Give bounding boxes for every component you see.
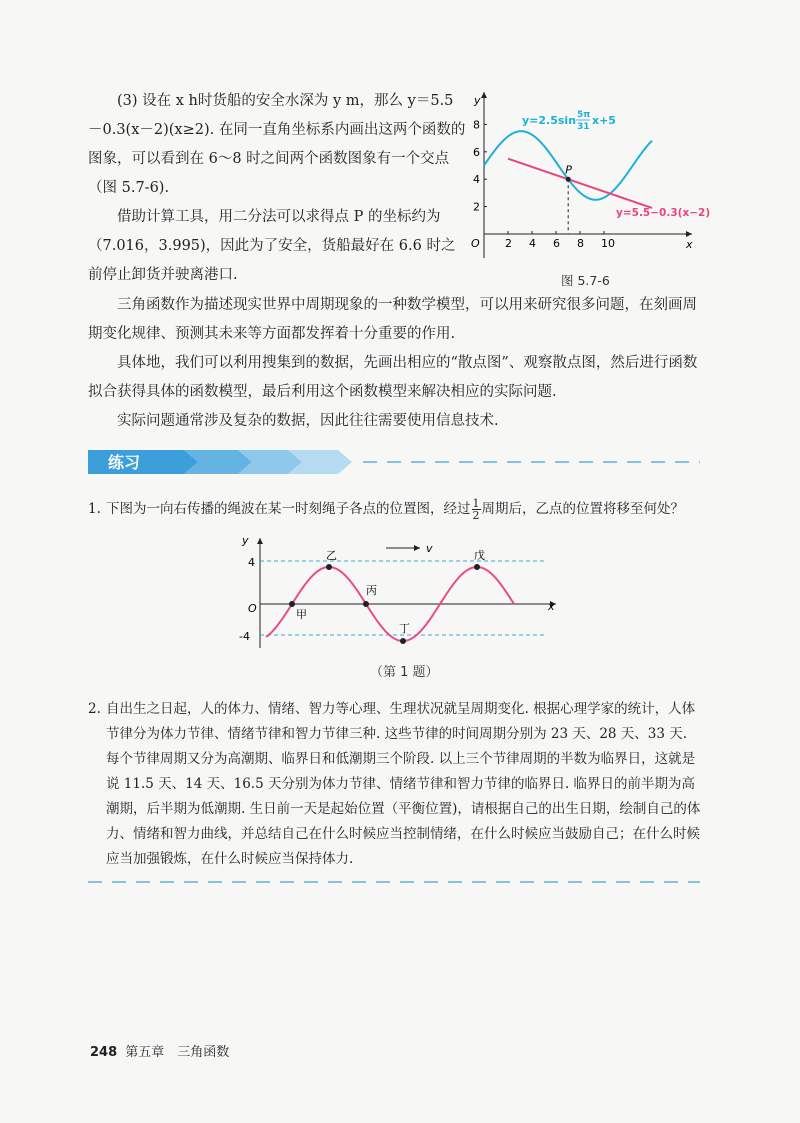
figure-caption: 图 5.7-6 [561, 273, 610, 288]
wave-tick-top: 4 [248, 556, 255, 569]
paragraph-info-tech: 实际问题通常涉及复杂的数据，因此往往需要使用信息技术. [117, 413, 499, 429]
fraction-denominator: 2 [472, 509, 480, 522]
wave-point-5 [474, 564, 480, 570]
y-tick-6: 6 [473, 145, 480, 159]
question-2 [88, 697, 702, 872]
x-tick-6: 6 [553, 237, 560, 250]
exercise-end-dashed-rule [88, 880, 708, 884]
paragraph-part-3: (3) 设在 x h时货船的安全水深为 y m，那么 y＝5.5－0.3(x－2)(x≥2). 在同一直角坐标系内画出这两个函数的图象，可以看到在 6～8 时之间两个函数图象有一个交点（图 5.7-6). [88, 93, 466, 196]
paragraph-bisection: 借助计算工具，用二分法可以求得点 P 的坐标约为（7.016，3.995)，因此为了安全，货船最好在 6.6 时之前停止卸货并驶离港口. [88, 209, 456, 283]
rope-wave-figure [228, 532, 568, 652]
wave-point-label-1: 甲 [296, 608, 307, 621]
wave-point-label-5: 戊 [474, 549, 485, 562]
question-2-text: 自出生之日起，人的体力、情绪、智力等心理、生理状况就呈周期变化. 根据心理学家的统计，人体节律分为体力节律、情绪节律和智力节律三种. 这些节律的时间周期分别为 23 天、28 天、33 天. 每个节律周期又分为高潮期、临界日和低潮期三个阶段. 以上三个节律周期的半数为临界日，这就是说 11.5 天、14 天、16.5 天分别为体力节律、情绪节律和智力节律的临界日. 临界日的前半期为高潮期，后半期为低潮期. 生日前一天是起始位置（平衡位置)，请根据自己的出生日期，绘制自己的体力、情绪和智力曲线，并总结自己在什么时候应当控制情绪，在什么时候应当鼓励自己；在什么时候应当加强锻炼，在什么时候应当保持体力. [106, 701, 701, 867]
curve-line [508, 159, 652, 208]
chapter-title: 第五章 三角函数 [125, 1045, 230, 1060]
wave-point-2 [326, 564, 332, 570]
wave-tick-bottom: -4 [239, 630, 250, 643]
wave-point-label-4: 丁 [399, 622, 410, 635]
wave-point-1 [289, 601, 295, 607]
exercise-header [88, 450, 708, 474]
curve1-label-prefix: y=2.5sin [522, 114, 577, 127]
wave-point-label-2: 乙 [326, 549, 337, 562]
fraction-numerator: 1 [472, 497, 480, 510]
x-tick-8: 8 [577, 237, 584, 250]
y-tick-2: 2 [473, 200, 480, 214]
figure-5-7-6 [470, 86, 710, 266]
x-tick-4: 4 [529, 237, 536, 250]
exercise-title: 练习 [108, 453, 141, 472]
wave-point-3 [363, 601, 369, 607]
y-axis-label: y [474, 94, 481, 107]
x-tick-10: 10 [601, 237, 615, 250]
page-number: 248 [90, 1045, 118, 1060]
question-2-number: 2. [88, 701, 101, 717]
intersection-point [566, 177, 571, 182]
wave-x-label: x [548, 600, 555, 613]
curve1-frac-den: 31 [577, 122, 590, 132]
curve1-label [522, 114, 576, 127]
question-1-text-a: 下图为一向右传播的绳波在某一时刻绳子各点的位置图，经过 [106, 501, 471, 517]
curve1-label-suffix: x+5 [592, 114, 616, 127]
curve2-label: y=5.5−0.3(x−2) [616, 207, 710, 219]
y-tick-4: 4 [473, 173, 480, 187]
question-1-number: 1. [88, 501, 101, 517]
wave-point-4 [400, 638, 406, 644]
origin-label: O [471, 237, 480, 250]
question-1-text-b: 周期后，乙点的位置将移至何处？ [481, 501, 684, 517]
paragraph-trig-model: 三角函数作为描述现实世界中周期现象的一种数学模型，可以用来研究很多问题，在刻画周期变化规律、预测其未来等方面都发挥着十分重要的作用. [88, 297, 697, 342]
x-axis-label: x [686, 238, 693, 251]
paragraph-fitting: 具体地，我们可以利用搜集到的数据，先画出相应的“散点图”、观察散点图，然后进行函数拟合获得具体的函数模型，最后利用这个函数模型来解决相应的实际问题. [88, 355, 698, 400]
page-footer [90, 1041, 229, 1060]
wave-point-label-3: 丙 [366, 584, 377, 597]
velocity-label: v [426, 542, 433, 555]
half-fraction [472, 498, 481, 521]
curve1-frac-num: 5π [577, 110, 591, 120]
wave-y-label: y [242, 534, 249, 547]
point-P-label: P [565, 163, 572, 177]
question-1-caption: （第 1 题） [370, 665, 439, 680]
wave-origin-label: O [248, 602, 257, 615]
y-tick-8: 8 [473, 118, 480, 132]
x-tick-2: 2 [505, 237, 512, 250]
question-1 [88, 497, 708, 522]
